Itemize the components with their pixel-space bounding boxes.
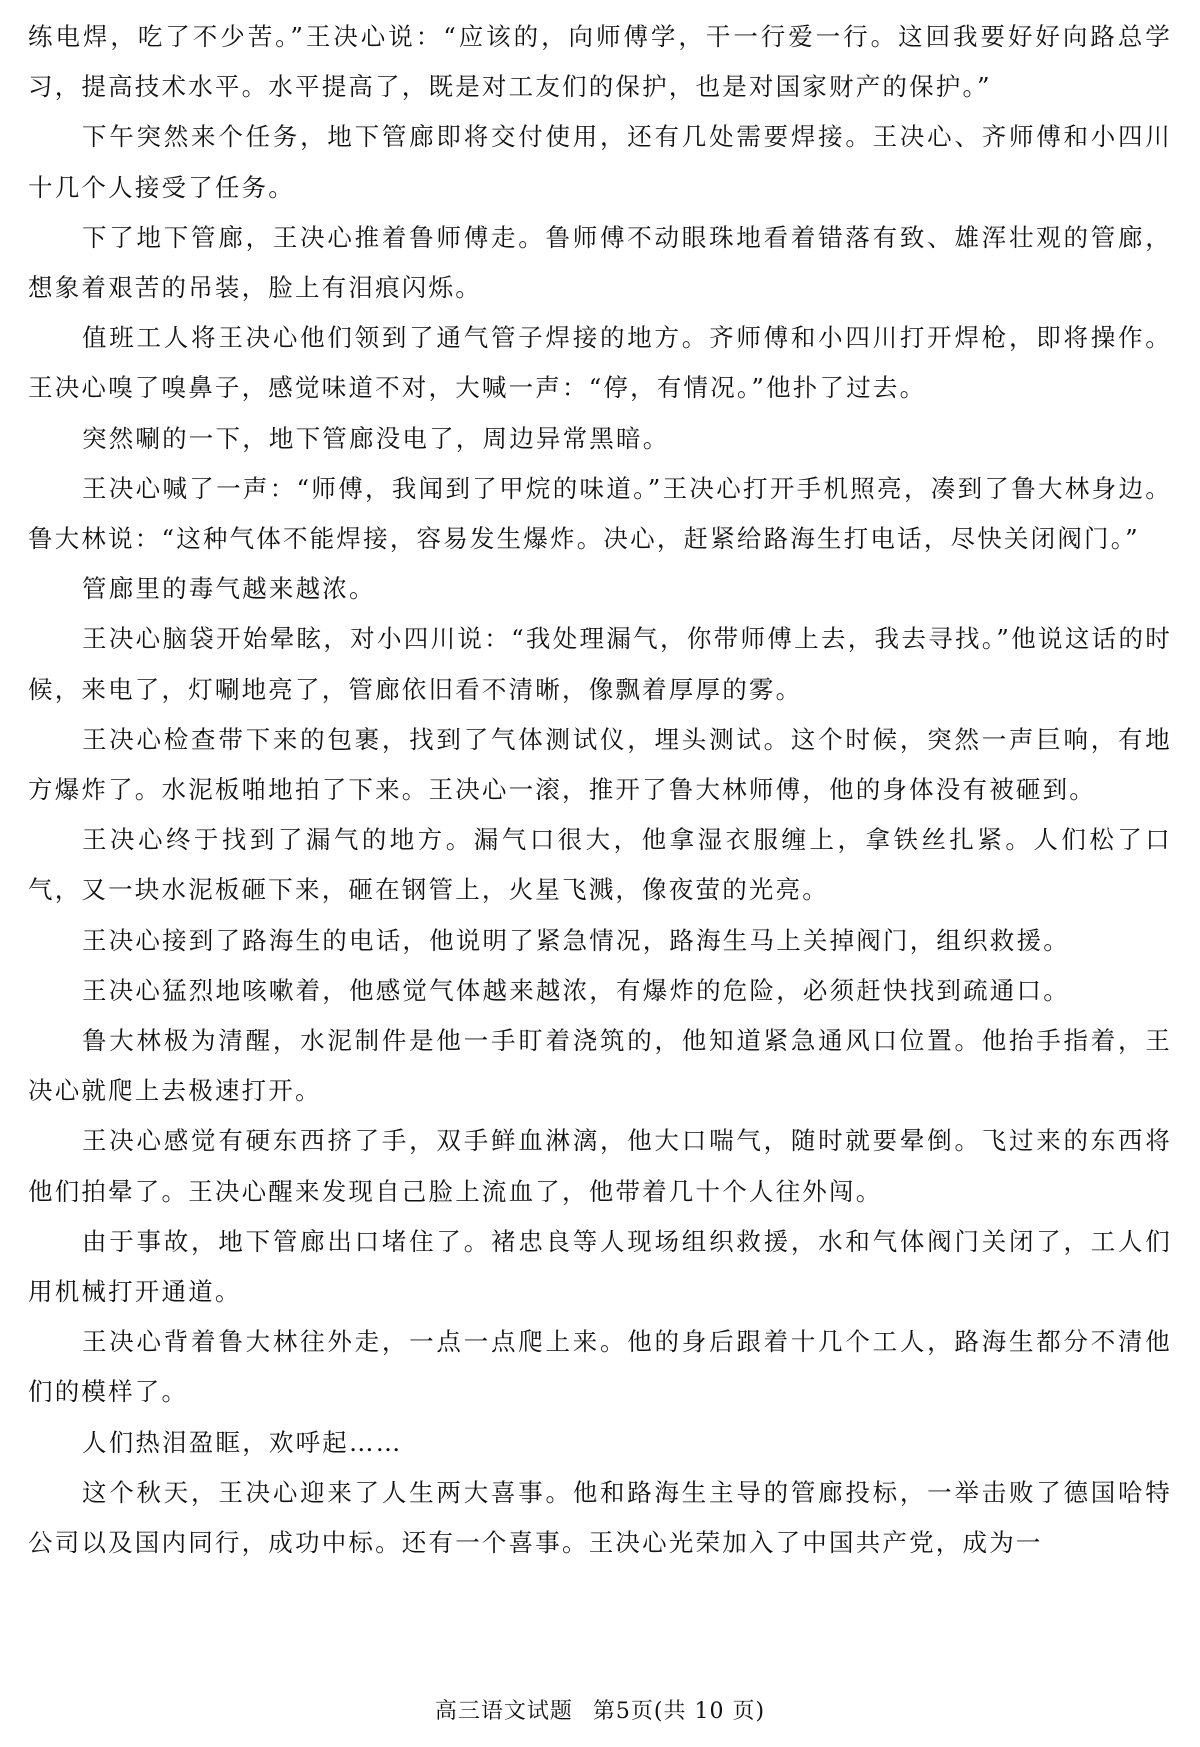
- footer-page-number: 第5页(共 10 页): [592, 1699, 766, 1724]
- paragraph-3: 下了地下管廊，王决心推着鲁师傅走。鲁师傅不动眼珠地看着错落有致、雄浑壮观的管廊，想象着艰苦的吊装，脸上有泪痕闪烁。: [28, 222, 1172, 303]
- paragraph-15: 由于事故，地下管廊出口堵住了。褚忠良等人现场组织救援，水和气体阀门关闭了，工人们用机械打开通道。: [28, 1226, 1172, 1307]
- paragraph-13: 鲁大林极为清醒，水泥制件是他一手盯着浇筑的，他知道紧急通风口位置。他抬手指着，王决心就爬上去极速打开。: [28, 1026, 1172, 1106]
- paragraph-4: 值班工人将王决心他们领到了通气管子焊接的地方。齐师傅和小四川打开焊枪，即将操作。王决心嗅了嗅鼻子，感觉味道不对，大喊一声：“停，有情况。”他扑了过去。: [28, 323, 1172, 403]
- paragraph-17: 人们热泪盈眶，欢呼起……: [82, 1427, 403, 1457]
- paragraph-5: 突然唰的一下，地下管廊没电了，周边异常黑暗。: [82, 423, 670, 453]
- paragraph-7: 管廊里的毒气越来越浓。: [82, 574, 376, 604]
- paragraph-1: 练电焊，吃了不少苦。”王决心说：“应该的，向师傅学，干一行爱一行。这回我要好好向路总学习，提高技术水平。水平提高了，既是对工友们的保护，也是对国家财产的保护。”: [28, 22, 1172, 102]
- footer-subject: 高三语文试题: [434, 1699, 573, 1724]
- paragraph-10: 王决心终于找到了漏气的地方。漏气口很大，他拿湿衣服缠上，拿铁丝扎紧。人们松了口气，又一块水泥板砸下来，砸在钢管上，火星飞溅，像夜萤的光亮。: [28, 825, 1172, 905]
- paragraph-2: 下午突然来个任务，地下管廊即将交付使用，还有几处需要焊接。王决心、齐师傅和小四川十几个人接受了任务。: [28, 122, 1172, 202]
- paragraph-14: 王决心感觉有硬东西挤了手，双手鲜血淋漓，他大口喘气，随时就要晕倒。飞过来的东西将他们拍晕了。王决心醒来发现自己脸上流血了，他带着几十个人往外闯。: [28, 1126, 1172, 1206]
- paragraph-6: 王决心喊了一声：“师傅，我闻到了甲烷的味道。”王决心打开手机照亮，凑到了鲁大林身边。鲁大林说：“这种气体不能焊接，容易发生爆炸。决心，赶紧给路海生打电话，尽快关闭阀门。”: [28, 473, 1172, 554]
- paragraph-16: 王决心背着鲁大林往外走，一点一点爬上来。他的身后跟着十几个工人，路海生都分不清他们的模样了。: [28, 1327, 1172, 1407]
- paragraph-8: 王决心脑袋开始晕眩，对小四川说：“我处理漏气，你带师傅上去，我去寻找。”他说这话的时候，来电了，灯唰地亮了，管廊依旧看不清晰，像飘着厚厚的雾。: [28, 624, 1172, 704]
- paragraph-11: 王决心接到了路海生的电话，他说明了紧急情况，路海生马上关掉阀门，组织救援。: [82, 925, 1070, 955]
- paragraph-12: 王决心猛烈地咳嗽着，他感觉气体越来越浓，有爆炸的危险，必须赶快找到疏通口。: [82, 975, 1070, 1005]
- paragraph-9: 王决心检查带下来的包裹，找到了气体测试仪，埋头测试。这个时候，突然一声巨响，有地方爆炸了。水泥板啪地拍了下来。王决心一滚，推开了鲁大林师傅，他的身体没有被砸到。: [28, 724, 1172, 805]
- document-body: [28, 12, 1172, 1568]
- page-footer: [0, 1694, 1200, 1725]
- paragraph-18: 这个秋天，王决心迎来了人生两大喜事。他和路海生主导的管廊投标，一举击败了德国哈特公司以及国内同行，成功中标。还有一个喜事。王决心光荣加入了中国共产党，成为一: [28, 1477, 1172, 1558]
